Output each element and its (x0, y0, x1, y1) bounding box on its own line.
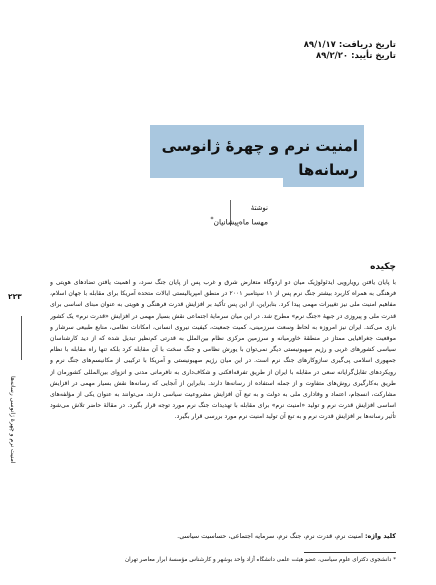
footnote-divider (304, 552, 396, 553)
abstract-body: با پایان یافتن رویارویی ایدئولوژیک میان دو اردوگاه متعارض شرق و غرب پس از پایان جنگ سرد، و اهمیت یافتن تضادهای هویتی و فرهنگی به همراه کاربرد بیشتر جنگ نرم پس از ۱۱ سپتامبر ۲۰۰۱ در منطق امپریالیستی ایالات متحده آمریکا برای مقابله با جهان اسلام، مفاهیم امنیت ملی نیز تغییرات مهمی پیدا کرد. بنابراین، از این پس تأکید بر افزایش قدرت فرهنگی و هویتی به عنوان مبنای اساسی برای قدرت ملی و پیروزی در جبههٔ «جنگ نرم» مطرح شد. در این میان سرمایهٔ اجتماعی نقش بسیار مهمی در افزایش «قدرت نرم» یک کشور بازی می‌کند. ایران نیز امروزه به لحاظ وسعت سرزمینی، کمیت جمعیت، کیفیت نیروی انسانی، امکانات نظامی، منابع طبیعی سرشار و موقعیت جغرافیایی ممتاز در منطقهٔ خاورمیانه و سرزمین مرکزی نظام بین‌الملل به قدرتی کم‌نظیر تبدیل شده که از دید کارشناسان سیاسی کشورهای غربی و رژیم صهیونیستی دیگر نمی‌توان با یورش نظامی و جنگ سخت با آن مقابله کرد بلکه تنها راه مقابله با نظام جمهوری اسلامی پی‌گیری سازوکارهای جنگ نرم است. در این میان رژیم صهیونیستی و آمریکا با ترکیبی از مکانیسم‌های جنگ نرم و رویکردهای تقابل‌گرایانه سعی در مقابله با ایران از طریق تفرقه‌افکنی و شکاف‌داری به نافرمانی مدنی و انزوای بین‌المللی کشورمان از طریق به‌کارگیری روش‌های متفاوت و از جمله استفاده از رسانه‌ها دارند. بنابراین از آنجایی که رسانه‌ها نقش بسیار مهمی در افزایش مشارکت، انسجام، اعتماد و وفاداری ملی به دولت و به تبع آن افزایش مشروعیت سیاسی دارند، می‌توانند به عنوان یکی از مؤلفه‌های اساسی افزایش قدرت نرم و تولید «امنیت نرم» برای مقابله با تهدیدات جنگ نرم مورد توجه قرار بگیرد. در مقالهٔ حاضر تلاش می‌شود تأثیر رسانه‌ها بر افزایش قدرت نرم و به تبع آن تولید امنیت نرم مورد بررسی قرار بگیرد. (50, 279, 396, 421)
page-number: ۲۲۳ (8, 292, 22, 301)
author-footnote-marker: * (210, 216, 214, 223)
abstract-heading: چکیده (370, 262, 396, 272)
byline (210, 203, 268, 228)
author-name: مهسا ماه‌پیشانیان (213, 217, 268, 227)
byline-label: نوشتهٔ (250, 204, 268, 212)
accepted-date: تاریخ تأیید: ۸۹/۲/۲۰ (315, 51, 396, 61)
running-title: امنیت نرم و چهرهٔ ژانوسی رسانه‌ها (9, 376, 16, 464)
article-title: امنیت نرم و چهرهٔ ژانوسی رسانه‌ها (161, 137, 358, 179)
author-footnote: * دانشجوی دکترای علوم سیاسی، عضو هیئت علمی دانشگاه آزاد واحد بوشهر و کارشناس مؤسسهٔ ابرار معاصر تهران (125, 557, 396, 563)
keywords (50, 532, 396, 540)
author-name-line (210, 214, 268, 228)
received-date: تاریخ دریافت: ۸۹/۱/۱۷ (303, 40, 396, 50)
side-divider (21, 316, 22, 360)
keywords-label: کلید واژه: (364, 532, 396, 540)
article-dates (304, 40, 396, 62)
keywords-list: امنیت نرم، قدرت نرم، جنگ نرم، سرمایه اجتماعی، حساسیت سیاسی. (177, 532, 363, 540)
